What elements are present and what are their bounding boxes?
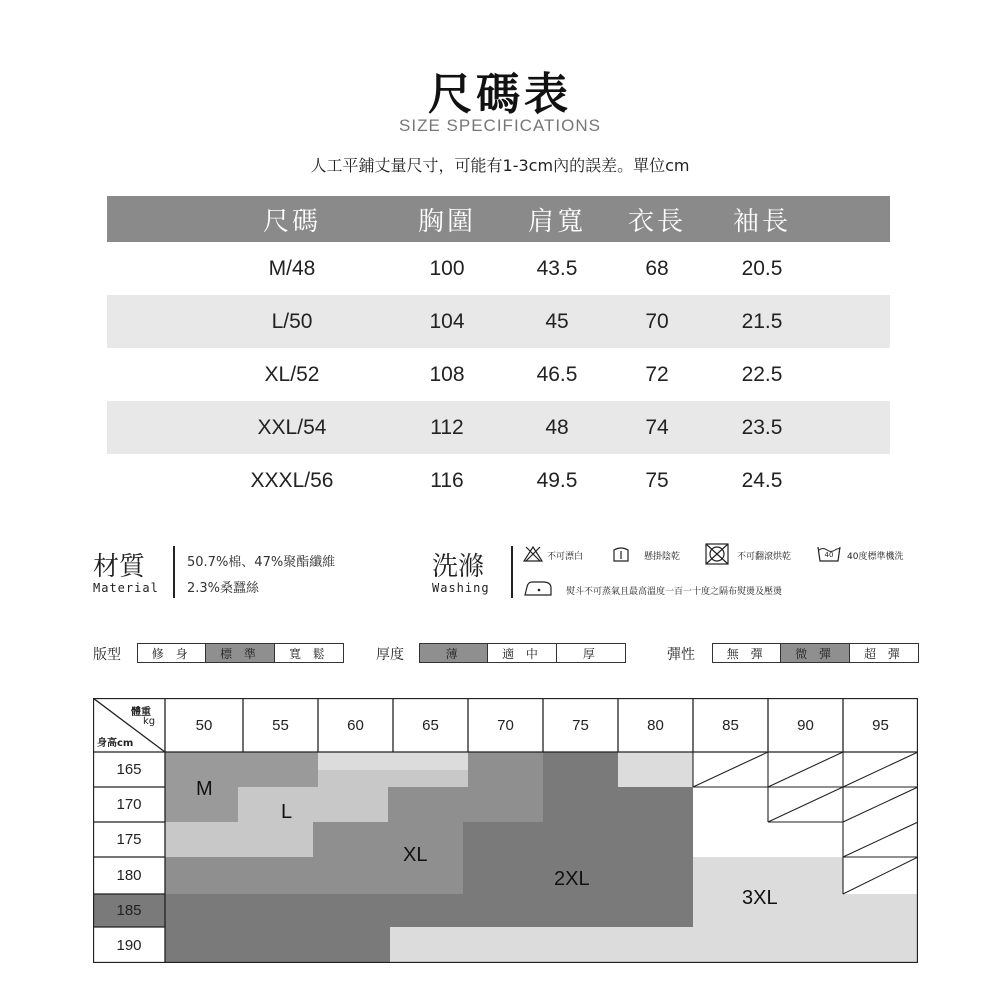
table-row: [107, 242, 890, 295]
size-table: [107, 196, 890, 507]
height-header: 170: [116, 796, 142, 813]
weight-header: 65: [422, 716, 439, 734]
size-cell: XXXL/56: [250, 468, 334, 492]
column-header-shoulder: 肩寬: [527, 206, 586, 237]
height-header: 165: [116, 761, 142, 778]
size-cell: XL/52: [264, 362, 320, 386]
shoulder-cell: 45: [545, 309, 569, 333]
iron-icon: [523, 578, 553, 598]
length-cell: 75: [645, 468, 669, 492]
weight-header: 75: [572, 716, 589, 734]
shoulder-cell: 43.5: [536, 256, 578, 280]
size-recommendation-grid: [93, 698, 918, 963]
material-label-en: Material: [93, 581, 159, 595]
shoulder-cell: 46.5: [536, 362, 578, 386]
wash-item-text: 懸掛陰乾: [644, 552, 681, 562]
fit-label: 版型: [93, 647, 121, 663]
fit-selector: [137, 643, 344, 663]
page-subtitle: SIZE SPECIFICATIONS: [399, 116, 601, 135]
fit-option-loose: 寬 鬆: [288, 646, 329, 661]
thickness-label: 厚度: [376, 647, 404, 663]
wash-40-icon: [817, 545, 841, 563]
weight-header: 95: [872, 716, 889, 734]
weight-header: 60: [347, 716, 364, 734]
material-label: 材質: [93, 552, 146, 582]
length-cell: 70: [645, 309, 669, 333]
size-table-header: [107, 196, 890, 242]
table-row: [107, 348, 890, 401]
weight-header: 85: [722, 716, 739, 734]
sleeve-cell: 22.5: [741, 362, 783, 386]
zone-label-3xl: 3XL: [742, 887, 778, 909]
weight-header: 50: [195, 716, 213, 734]
wash-item-text: 不可漂白: [547, 552, 584, 562]
zone-2xl-bottom: [165, 894, 390, 963]
thickness-selector: [419, 643, 626, 663]
fit-option-slim: 修 身: [138, 644, 206, 662]
hang-dry-icon: [611, 546, 631, 562]
elasticity-option-high: 超 彈: [863, 646, 904, 661]
no-tumble-dry-icon: [705, 543, 729, 565]
weight-header: 90: [797, 716, 814, 734]
height-header: 180: [116, 867, 142, 884]
no-bleach-icon: [523, 546, 543, 562]
material-line: 2.3%桑蠶絲: [187, 581, 260, 596]
height-header: 185: [116, 902, 142, 919]
fit-option-regular: 標 準: [206, 644, 274, 662]
material-divider: [173, 546, 175, 598]
elasticity-label: 彈性: [667, 647, 695, 663]
column-header-size: 尺碼: [262, 206, 321, 237]
height-header: 175: [116, 831, 142, 848]
shoulder-cell: 49.5: [536, 468, 578, 492]
washing-divider: [511, 546, 513, 598]
weight-header: 70: [497, 716, 514, 734]
zone-label-xl: XL: [403, 844, 428, 866]
corner-height-label: 身高cm: [97, 738, 134, 749]
sleeve-cell: 23.5: [741, 415, 783, 439]
sleeve-cell: 24.5: [741, 468, 783, 492]
elasticity-option-none: 無 彈: [713, 644, 781, 662]
zone-label-m: M: [196, 778, 213, 800]
sleeve-cell: 21.5: [741, 309, 783, 333]
washing-label: 洗滌: [432, 552, 485, 582]
length-cell: 74: [645, 415, 669, 439]
corner-weight-label: 體重: [131, 707, 151, 718]
zone-label-2xl: 2XL: [554, 868, 590, 890]
elasticity-option-slight: 微 彈: [781, 644, 849, 662]
zone-label-l: L: [281, 801, 293, 823]
page-title: 尺碼表: [428, 69, 572, 120]
elasticity-selector: [712, 643, 919, 663]
chest-cell: 116: [430, 468, 464, 492]
size-cell: L/50: [271, 309, 313, 333]
table-row: [107, 454, 890, 507]
chest-cell: 100: [429, 256, 465, 280]
wash-item-text: 不可翻滾烘乾: [737, 552, 792, 562]
washing-label-en: Washing: [432, 581, 490, 595]
weight-header: 80: [647, 716, 664, 734]
length-cell: 72: [645, 362, 669, 386]
length-cell: 68: [645, 256, 669, 280]
thickness-option-thick: 厚: [582, 646, 599, 661]
wash-temp-label: 40: [824, 551, 834, 559]
thickness-option-thin: 薄: [420, 644, 488, 662]
material-line: 50.7%棉、47%聚酯纖維: [187, 555, 336, 570]
weight-header: 55: [272, 716, 289, 734]
chest-cell: 112: [430, 415, 464, 439]
size-cell: XXL/54: [257, 415, 327, 439]
column-header-chest: 胸圍: [417, 206, 476, 237]
chest-cell: 104: [429, 309, 465, 333]
sleeve-cell: 20.5: [741, 256, 783, 280]
wash-item-text: 40度標準機洗: [847, 552, 904, 562]
iron-instruction: 熨斗不可蒸氣且最高溫度一百一十度之隔布熨燙及壓燙: [566, 587, 783, 597]
size-cell: M/48: [268, 256, 316, 280]
height-header: 190: [116, 936, 142, 954]
column-header-length: 衣長: [627, 206, 686, 237]
zone-3xl-bottom: [390, 927, 918, 963]
thickness-option-medium: 適 中: [488, 644, 556, 662]
chest-cell: 108: [429, 362, 465, 386]
measurement-note: 人工平鋪丈量尺寸，可能有1-3cm內的誤差。單位cm: [310, 156, 690, 175]
table-row: [107, 401, 890, 454]
not-available-area: [843, 822, 918, 894]
shoulder-cell: 48: [545, 415, 569, 439]
table-row: [107, 295, 890, 348]
column-header-sleeve: 袖長: [732, 206, 791, 237]
corner-unit-label: kg: [143, 716, 156, 727]
